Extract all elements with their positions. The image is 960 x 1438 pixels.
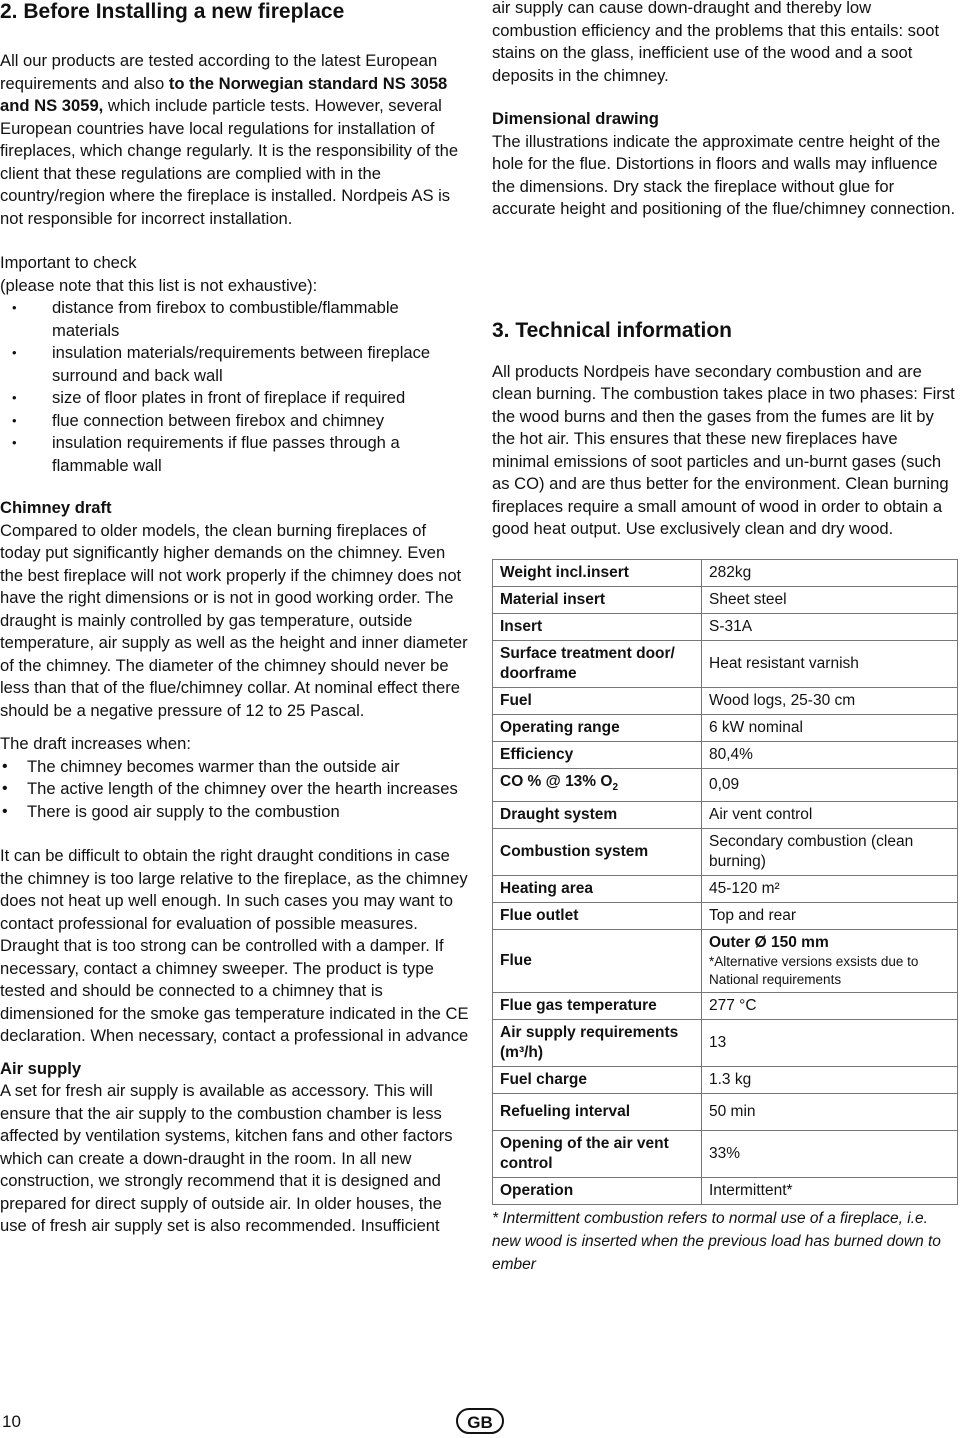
left-column [0,0,470,1238]
list-item: • distance from firebox to combustible/flammable materials [0,297,470,342]
air-supply-text: A set for fresh air supply is available as accessory. This will ensure that the air supply to the combustion chamber is less affected by ventilation systems, kitchen fans and other factors which can create a down-draught in the room. In all new construction, we strongly recommend that it is designed and prepared for direct supply of outside air. In older houses, the use of fresh air supply set is also recommended. Insufficient [0,1081,453,1235]
draft-intro: The draft increases when: [0,734,191,753]
draft-list [0,756,470,824]
language-badge: GB [456,1408,504,1434]
section-title-technical-information: 3. Technical information [492,318,732,342]
table-row: Flue gas temperature 277 °C [493,992,958,1019]
table-row: Heating area 45-120 m² [493,875,958,902]
check-note: (please note that this list is not exhaustive): [0,275,318,295]
table-row: Insert S-31A [493,613,958,640]
section-title-before-installing: 2. Before Installing a new fireplace [0,0,345,23]
table-row: Fuel Wood logs, 25-30 cm [493,687,958,714]
list-item: • The chimney becomes warmer than the outside air [0,756,470,779]
table-row: Draught system Air vent control [493,801,958,828]
list-item: • The active length of the chimney over the hearth increases [0,778,470,801]
intro-paragraph: All our products are tested according to the latest European requirements and also to the Norwegian standard NS 3058 and NS 3059, which include particle tests. However, several European countries have local regulations for installation of fireplaces, which change regularly. It is the responsibility of the client that these regulations are complied with in the country/region where the fireplace is installed. Nordpeis AS is not responsible for incorrect installation. [0,51,459,228]
check-title: Important to check [0,253,137,272]
table-row: Operating range 6 kW nominal [493,714,958,741]
chimney-draft-text: Compared to older models, the clean burning fireplaces of today put significantly higher demands on the chimney. Even the best fireplace will not work properly if the chimney does not have the right dimensions or is not in good working order. The draught is mainly controlled by gas temperature, outside temperature, air supply as well as the height and inner diameter of the chimney. The diameter of the chimney should never be less than that of the flue/chimney collar. At nominal effect there should be a negative pressure of 12 to 25 Pascal. [0,520,468,720]
check-list [0,297,470,477]
table-row: Opening of the air vent control 33% [493,1130,958,1177]
table-row: Air supply requirements (m³/h) 13 [493,1019,958,1066]
list-item: • insulation requirements if flue passes through a flammable wall [0,432,470,477]
table-row: CO % @ 13% $O_2$ 0,09 [493,768,958,801]
table-row: Surface treatment door/ doorframe Heat resistant varnish [493,640,958,687]
table-row: Combustion system Secondary combustion (clean burning) [493,828,958,875]
dimensional-drawing-heading: Dimensional drawing [492,109,659,128]
air-supply-continued: air supply can cause down-draught and thereby low combustion efficiency and the problems that this entails: soot stains on the glass, inefficient use of the wood and a soot deposits in the chimney. [492,0,940,85]
table-row: Efficiency 80,4% [493,741,958,768]
chimney-draft-heading: Chimney draft [0,498,112,517]
table-row: Material insert Sheet steel [493,586,958,613]
list-item: • flue connection between firebox and chimney [0,410,470,433]
technical-spec-table [492,559,958,1205]
list-item: • insulation materials/requirements between fireplace surround and back wall [0,342,470,387]
right-column [492,0,958,1276]
table-row: Refueling interval 50 min [493,1093,958,1130]
table-row: Flue outlet Top and rear [493,902,958,929]
air-supply-heading: Air supply [0,1058,82,1078]
list-item: • There is good air supply to the combustion [0,801,470,824]
table-footnote: * Intermittent combustion refers to normal use of a fireplace, i.e. new wood is inserted when the previous load has burned down to ember [492,1209,941,1273]
table-row: Flue Outer Ø 150 mm *Alternative versions exsists due to National requirements [493,929,958,992]
dimensional-drawing-text: The illustrations indicate the approximate centre height of the hole for the flue. Distortions in floors and walls may influence the dimensions. Dry stack the fireplace without glue for accurate height and positioning of the flue/chimney connection. [492,131,956,218]
table-row: Weight incl.insert 282kg [493,559,958,586]
table-row: Operation Intermittent* [493,1177,958,1204]
page-number: 10 [2,1412,21,1431]
technical-intro-text: All products Nordpeis have secondary combustion and are clean burning. The combustion takes place in two phases: First the wood burns and then the gases from the fumes are lit by the hot air. This ensures that these new fireplaces have minimal emissions of soot particles and un-burnt gases (such as CO) and are thus better for the environment. Clean burning fireplaces require a small amount of wood in order to obtain a good heat output. Use exclusively clean and dry wood. [492,361,955,538]
list-item: • size of floor plates in front of fireplace if required [0,387,470,410]
table-row: Fuel charge 1.3 kg [493,1066,958,1093]
difficult-conditions-text: It can be difficult to obtain the right draught conditions in case the chimney is too large relative to the fireplace, as the chimney does not heat up well enough. In such cases you may want to contact professional for evaluation of possible measures. Draught that is too strong can be controlled with a damper. If necessary, contact a chimney sweeper. The product is type tested and should be connected to a chimney that is dimensioned for the smoke gas temperature indicated in the CE declaration. When necessary, contact a professional in advance [0,846,469,1045]
